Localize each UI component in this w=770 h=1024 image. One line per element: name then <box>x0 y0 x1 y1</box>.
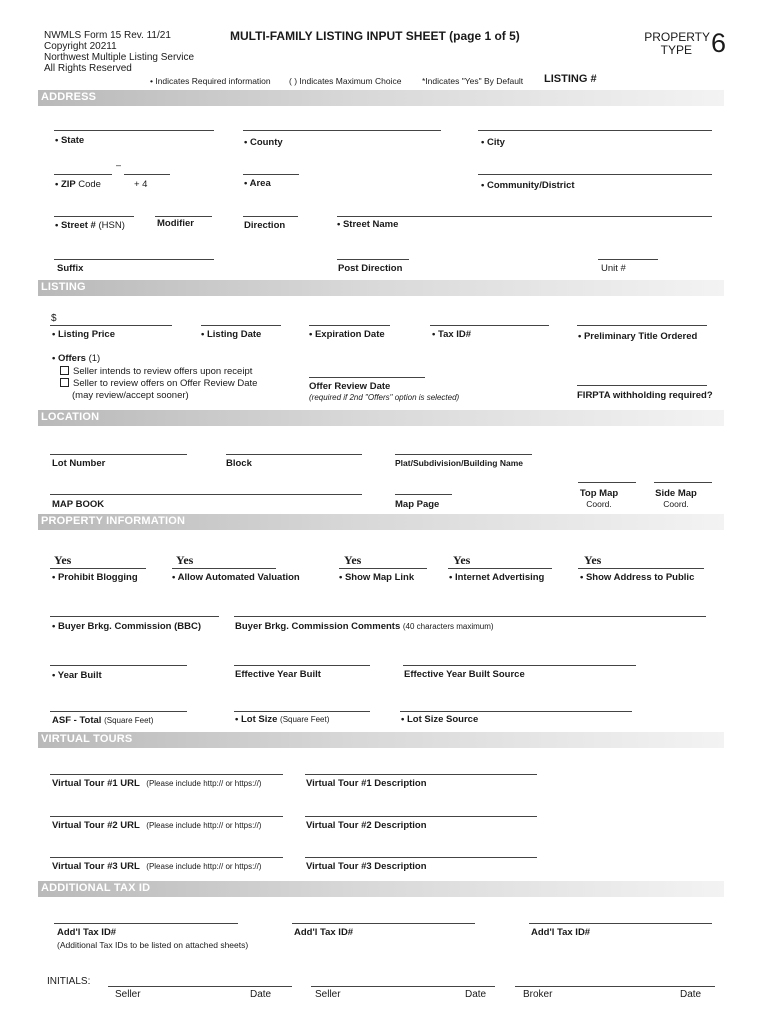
form-number: NWMLS Form 15 Rev. 11/21 <box>44 30 171 41</box>
side-map-label: Side Map Coord. <box>655 488 697 509</box>
bbc-comments-field[interactable] <box>234 616 706 617</box>
section-address <box>38 90 724 106</box>
offers-option-1[interactable]: Seller intends to review offers upon receipt <box>60 366 252 377</box>
section-additional-tax-id-title: ADDITIONAL TAX ID <box>41 882 151 894</box>
prohibit-blogging-label: • Prohibit Blogging <box>52 572 138 583</box>
allow-avm-label: • Allow Automated Valuation <box>172 572 300 583</box>
seller-2-label: Seller <box>315 989 341 1000</box>
section-address-title: ADDRESS <box>41 91 97 103</box>
internet-advertising-field[interactable] <box>448 568 552 569</box>
property-type-label <box>640 31 710 57</box>
direction-label: Direction <box>244 220 286 231</box>
post-direction-label: Post Direction <box>338 263 403 274</box>
effective-year-built-field[interactable] <box>234 665 370 666</box>
bbc-comments-label: Buyer Brkg. Commission Comments (40 characters maximum) <box>235 621 494 632</box>
virtual-tour-1-url-field[interactable] <box>50 774 283 775</box>
city-field[interactable] <box>478 130 712 131</box>
section-location <box>38 410 724 426</box>
county-field[interactable] <box>243 130 441 131</box>
modifier-label: Modifier <box>157 218 194 229</box>
copyright: Copyright 20211 <box>44 41 117 52</box>
broker-date-label: Date <box>680 989 702 1000</box>
show-address-value[interactable]: Yes <box>584 553 602 567</box>
bbc-field[interactable] <box>50 616 219 617</box>
listing-date-label: • Listing Date <box>201 329 262 340</box>
bbc-label: • Buyer Brkg. Commission (BBC) <box>52 621 202 632</box>
virtual-tour-1-desc-field[interactable] <box>305 774 537 775</box>
street-name-field[interactable] <box>337 216 712 217</box>
virtual-tour-2-url-field[interactable] <box>50 816 283 817</box>
top-map-field[interactable] <box>578 482 636 483</box>
show-map-link-field[interactable] <box>339 568 427 569</box>
lot-size-source-label: • Lot Size Source <box>401 714 479 725</box>
internet-advertising-value[interactable]: Yes <box>453 553 471 567</box>
map-page-label: Map Page <box>395 499 440 510</box>
listing-price-label: • Listing Price <box>52 329 115 340</box>
virtual-tour-1-url-label: Virtual Tour #1 URL (Please include http:// or https://) <box>52 778 262 789</box>
property-type-label-1: PROPERTY <box>644 30 710 44</box>
allow-avm-value[interactable]: Yes <box>176 553 194 567</box>
virtual-tour-2-url-label: Virtual Tour #2 URL (Please include http:// or https://) <box>52 820 262 831</box>
show-map-link-label: • Show Map Link <box>339 572 415 583</box>
expiration-date-field[interactable] <box>309 325 390 326</box>
seller-1-initials-field[interactable] <box>108 986 292 987</box>
virtual-tour-3-desc-field[interactable] <box>305 857 537 858</box>
rights-reserved: All Rights Reserved <box>44 63 132 74</box>
virtual-tour-2-desc-label: Virtual Tour #2 Description <box>306 820 427 831</box>
listing-date-field[interactable] <box>201 325 281 326</box>
zip-plus4-field[interactable] <box>124 174 170 175</box>
property-type-number: 6 <box>711 28 727 58</box>
tax-id-field[interactable] <box>430 325 549 326</box>
direction-field[interactable] <box>243 216 298 217</box>
community-label: • Community/District <box>481 180 575 191</box>
seller-1-label: Seller <box>115 989 141 1000</box>
dollar-sign: $ <box>51 313 57 324</box>
show-address-label: • Show Address to Public <box>580 572 695 583</box>
addl-tax-id-2-label: Add'l Tax ID# <box>294 927 354 938</box>
county-label: • County <box>244 137 283 148</box>
legend-yes-default: *Indicates "Yes" By Default <box>422 76 524 86</box>
effective-year-built-label: Effective Year Built <box>235 669 321 680</box>
area-label: • Area <box>244 178 271 189</box>
firpta-label: FIRPTA withholding required? <box>577 390 713 401</box>
firpta-field[interactable] <box>577 385 707 386</box>
modifier-field[interactable] <box>155 216 212 217</box>
plat-field[interactable] <box>395 454 532 455</box>
lot-number-label: Lot Number <box>52 458 106 469</box>
street-number-field[interactable] <box>54 216 134 217</box>
virtual-tour-2-desc-field[interactable] <box>305 816 537 817</box>
section-location-title: LOCATION <box>41 411 100 423</box>
offer-review-note: (required if 2nd "Offers" option is selected) <box>309 393 460 402</box>
seller-2-initials-field[interactable] <box>311 986 495 987</box>
listing-price-field[interactable] <box>50 325 172 326</box>
addl-tax-id-3-field[interactable] <box>529 923 712 924</box>
expiration-date-label: • Expiration Date <box>309 329 385 340</box>
block-field[interactable] <box>226 454 362 455</box>
lot-number-field[interactable] <box>50 454 187 455</box>
show-address-field[interactable] <box>578 568 704 569</box>
checkbox-icon <box>60 378 69 387</box>
year-built-label: • Year Built <box>52 670 102 681</box>
offers-label: • Offers (1) <box>52 353 101 364</box>
prohibit-blogging-field[interactable] <box>50 568 146 569</box>
plat-label: Plat/Subdivision/Building Name <box>395 458 523 468</box>
virtual-tour-3-url-field[interactable] <box>50 857 283 858</box>
virtual-tour-1-desc-label: Virtual Tour #1 Description <box>306 778 427 789</box>
initials-label: INITIALS: <box>47 976 91 987</box>
seller-2-date-label: Date <box>465 989 487 1000</box>
section-virtual-tours-title: VIRTUAL TOURS <box>41 733 133 745</box>
suffix-field[interactable] <box>54 259 214 260</box>
community-field[interactable] <box>478 174 712 175</box>
seller-1-date-label: Date <box>250 989 272 1000</box>
addl-tax-id-3-label: Add'l Tax ID# <box>531 927 591 938</box>
listing-number-label: LISTING # <box>544 73 597 85</box>
map-page-field[interactable] <box>395 494 452 495</box>
state-field[interactable] <box>54 130 214 131</box>
org-name: Northwest Multiple Listing Service <box>44 52 195 63</box>
unit-field[interactable] <box>598 259 658 260</box>
checkbox-icon <box>60 366 69 375</box>
addl-tax-id-1-field[interactable] <box>54 923 238 924</box>
section-virtual-tours <box>38 732 724 748</box>
legend-maximum: ( ) Indicates Maximum Choice <box>289 76 402 86</box>
map-book-label: MAP BOOK <box>52 499 105 510</box>
broker-label: Broker <box>523 989 553 1000</box>
offers-option-2-note: (may review/accept sooner) <box>72 390 189 401</box>
section-property-information <box>38 514 724 530</box>
effective-year-built-source-label: Effective Year Built Source <box>404 669 525 680</box>
allow-avm-field[interactable] <box>172 568 276 569</box>
map-book-field[interactable] <box>50 494 362 495</box>
addl-tax-note: (Additional Tax IDs to be listed on attached sheets) <box>57 940 249 950</box>
lot-size-field[interactable] <box>234 711 370 712</box>
post-direction-field[interactable] <box>337 259 409 260</box>
addl-tax-id-2-field[interactable] <box>292 923 475 924</box>
asf-total-field[interactable] <box>50 711 187 712</box>
year-built-field[interactable] <box>50 665 187 666</box>
prohibit-blogging-value[interactable]: Yes <box>54 553 72 567</box>
top-map-label: Top Map Coord. <box>579 488 619 509</box>
prelim-title-field[interactable] <box>577 325 707 326</box>
side-map-field[interactable] <box>654 482 712 483</box>
section-additional-tax-id <box>38 881 724 897</box>
addl-tax-id-1-label: Add'l Tax ID# <box>57 927 117 938</box>
offers-option-2[interactable]: Seller to review offers on Offer Review Date <box>60 378 257 389</box>
zip-label: • ZIP Code <box>55 179 101 190</box>
legend-required: • Indicates Required information <box>150 76 271 86</box>
internet-advertising-label: • Internet Advertising <box>449 572 545 583</box>
street-number-label: • Street # (HSN) <box>55 220 125 231</box>
offer-review-date-label: Offer Review Date <box>309 381 391 392</box>
effective-year-built-source-field[interactable] <box>403 665 636 666</box>
plus4-label: + 4 <box>134 179 148 190</box>
virtual-tour-3-url-label: Virtual Tour #3 URL (Please include http:// or https://) <box>52 861 262 872</box>
block-label: Block <box>226 458 252 469</box>
suffix-label: Suffix <box>57 263 84 274</box>
lot-size-label: • Lot Size (Square Feet) <box>235 714 330 725</box>
section-listing <box>38 280 724 296</box>
section-property-information-title: PROPERTY INFORMATION <box>41 515 186 527</box>
prelim-title-label: • Preliminary Title Ordered <box>578 331 698 342</box>
tax-id-label: • Tax ID# <box>432 329 472 340</box>
unit-label: Unit # <box>601 263 626 274</box>
zip-dash: – <box>116 160 122 170</box>
city-label: • City <box>481 137 505 148</box>
offer-review-date-field[interactable] <box>309 377 425 378</box>
section-listing-title: LISTING <box>41 281 86 293</box>
state-label: • State <box>55 135 85 146</box>
page-title: MULTI-FAMILY LISTING INPUT SHEET (page 1 of 5) <box>230 29 520 43</box>
zip-field[interactable] <box>54 174 112 175</box>
street-name-label: • Street Name <box>337 219 399 230</box>
virtual-tour-3-desc-label: Virtual Tour #3 Description <box>306 861 427 872</box>
broker-initials-field[interactable] <box>515 986 715 987</box>
property-type-label-2: TYPE <box>660 43 692 57</box>
asf-total-label: ASF - Total (Square Feet) <box>52 715 154 726</box>
lot-size-source-field[interactable] <box>400 711 632 712</box>
show-map-link-value[interactable]: Yes <box>344 553 362 567</box>
area-field[interactable] <box>243 174 299 175</box>
